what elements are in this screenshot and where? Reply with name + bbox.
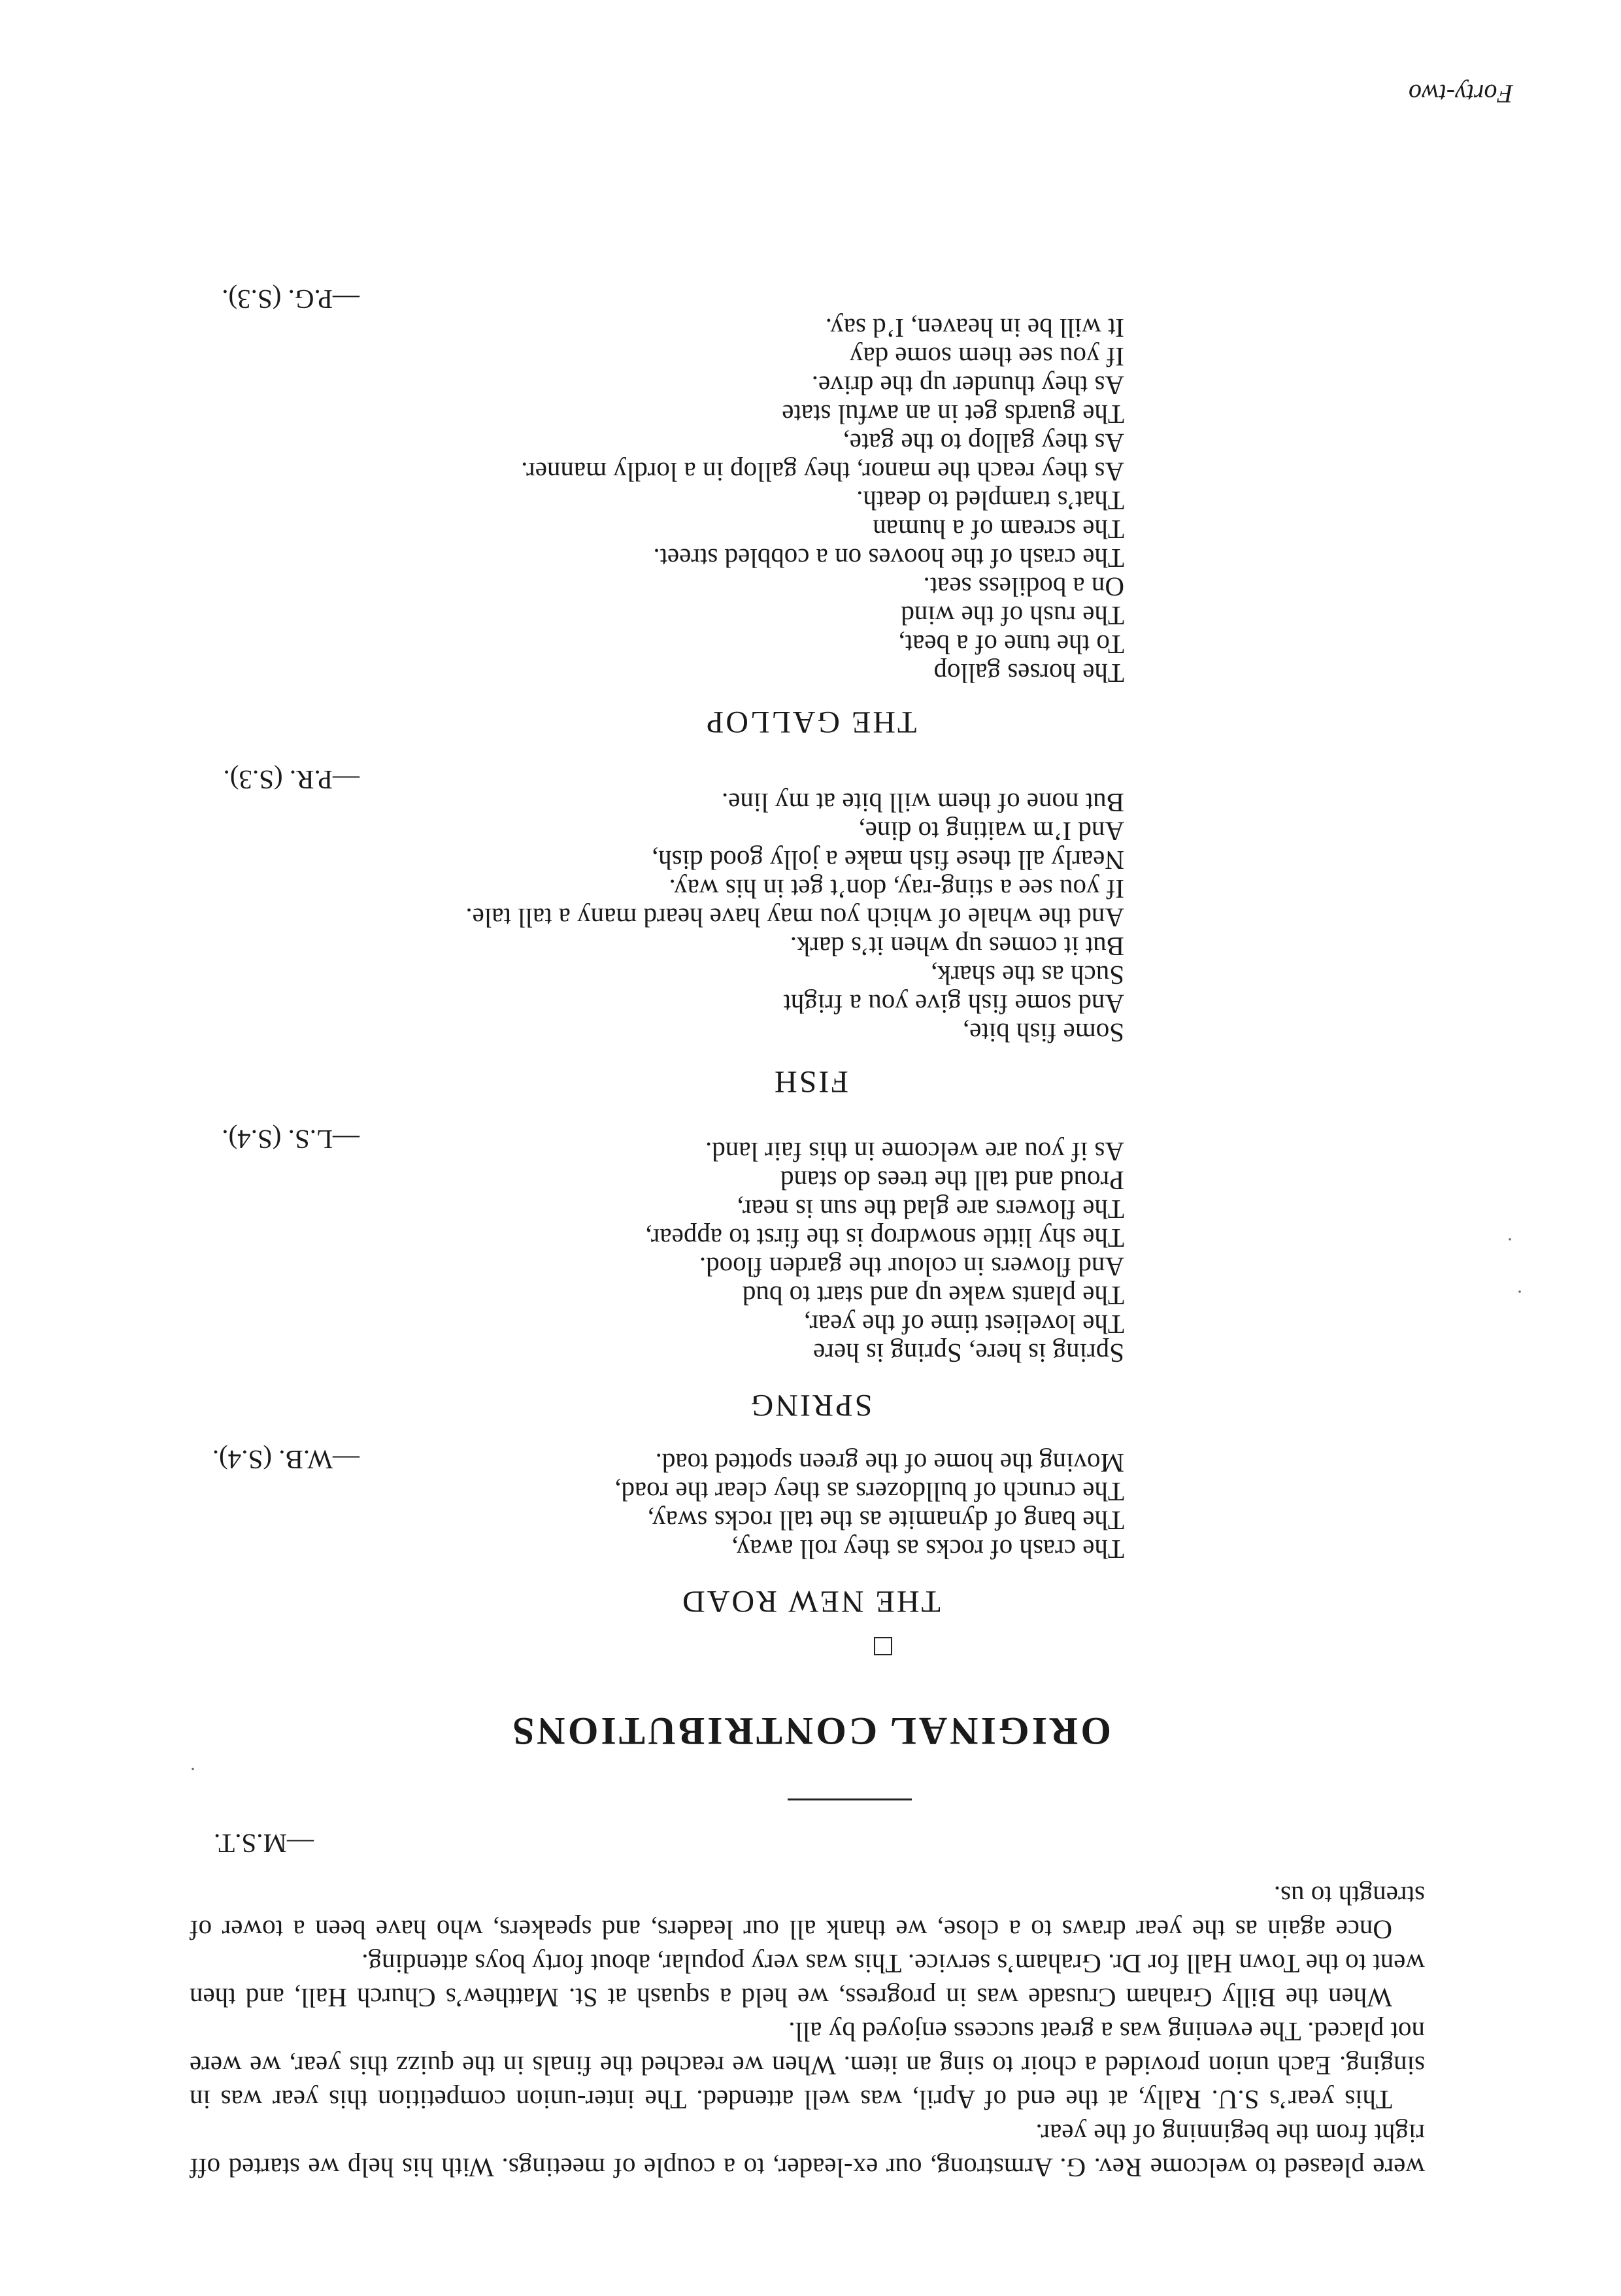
poem-body <box>144 788 1124 1047</box>
poem-title: SPRING <box>748 1388 873 1423</box>
poem-body <box>144 314 1124 688</box>
poem-title: FISH <box>772 1064 849 1099</box>
prose-paragraph: were pleased to welcome Rev. G. Armstrong, our ex-leader, to a couple of meetings. With his help we started off right from the beginning of the year. <box>190 2119 1425 2183</box>
poem-line: And some fish give you a fright <box>783 989 1124 1019</box>
poem-line: If you see them some day <box>849 342 1124 372</box>
poem-line: Nearly all these fish make a jolly good dish, <box>651 845 1124 875</box>
poem-line: If you see a sting-ray, don’t get in his way. <box>669 874 1124 904</box>
scan-speck: · <box>1507 1228 1513 1250</box>
poem-line: As if you are welcome in this fair land. <box>705 1137 1124 1167</box>
poem-line: The flowers are glad the sun is near, <box>737 1194 1124 1224</box>
poem-line: The crunch of bulldozers as they clear the road, <box>614 1477 1124 1507</box>
poem-line: It will be in heaven, I’d say. <box>825 313 1124 343</box>
poem-title: THE GALLOP <box>704 705 917 739</box>
poem-line: And I’m waiting to dine, <box>858 817 1124 847</box>
poem-line: But it comes up when it’s dark. <box>790 932 1124 962</box>
prose-paragraph: Once again as the year draws to a close, we thank all our leaders, and speakers, who have been a tower of strength to us. <box>190 1881 1425 1945</box>
poem-line: As they reach the manor, they gallop in a lordly manner. <box>521 457 1124 487</box>
poem-line: The shy little snowdrop is the first to appear, <box>645 1223 1124 1253</box>
poem-line: As they gallop to the gate, <box>843 428 1124 458</box>
poem-line: The loveliest time of the year, <box>803 1309 1124 1340</box>
poem-line: And the whale of which you may have heard many a tall tale. <box>465 903 1124 933</box>
poem-line: And flowers in colour the garden flood. <box>699 1252 1124 1282</box>
poem-line: The plants wake up and start to bud <box>742 1281 1124 1311</box>
poem-line: The bang of dynamite as the tall rocks sway, <box>647 1506 1124 1536</box>
page-number: Forty-two <box>1409 79 1513 109</box>
section-divider <box>788 1798 912 1800</box>
poem-line: As they thunder up the drive. <box>811 371 1124 401</box>
poem-title: THE NEW ROAD <box>680 1584 941 1619</box>
prose-paragraph: When the Billy Graham Crusade was in progress, we held a squash at St. Matthew’s Church Hall, and then went to the Town Hall for Dr. Graham’s service. This was very popular, about forty boys attending. <box>190 1949 1425 2013</box>
poem-line: On a bodiless seat. <box>923 572 1124 602</box>
poem-line: But none of them will bite at my line. <box>721 788 1124 818</box>
poem-line: The scream of a human <box>873 515 1124 545</box>
square-bullet-icon <box>874 1637 892 1655</box>
poem-line: Spring is here, Spring is here <box>813 1338 1124 1368</box>
poem-line: The guards get in an awful state <box>782 399 1124 430</box>
poem-line: The crash of rocks as they roll away, <box>731 1534 1124 1564</box>
poem-signature: —P.R. (S.3). <box>223 765 359 795</box>
scan-speck: · <box>1516 1281 1523 1302</box>
poem-body <box>144 1138 1124 1368</box>
poem-line: Such as the shark, <box>930 960 1124 990</box>
poem-line: To the tune of a beat, <box>898 630 1124 660</box>
poem-line: The crash of the hooves on a cobbled street. <box>653 543 1124 573</box>
poem-signature: —W.B. (S.4). <box>212 1445 359 1475</box>
poem-line: That’s trampled to death. <box>856 486 1124 516</box>
scan-speck: · <box>190 1758 196 1780</box>
poem-line: Proud and tall the trees do stand <box>780 1166 1124 1196</box>
poem-line: Moving the home of the green spotted toad. <box>655 1448 1124 1478</box>
main-heading: ORIGINAL CONTRIBUTIONS <box>510 1710 1111 1753</box>
poem-signature: —L.S. (S.4). <box>222 1124 359 1155</box>
prose-signature: —M.S.T. <box>213 1829 314 1859</box>
poem-line: Some fish bite, <box>962 1018 1124 1048</box>
poem-signature: —P.G. (S.3). <box>222 284 359 314</box>
poem-line: The horses gallop <box>933 658 1124 688</box>
prose-paragraph: This year’s S.U. Rally, at the end of April, was well attended. The inter-union competition this year was in singing. Each union provided a choir to sing an item. When we reached the finals in the quizz this year, we were not placed. The evening was a great success enjoyed by all. <box>190 2017 1425 2115</box>
poem-line: The rush of the wind <box>901 601 1124 631</box>
report-prose <box>190 1879 1425 2185</box>
